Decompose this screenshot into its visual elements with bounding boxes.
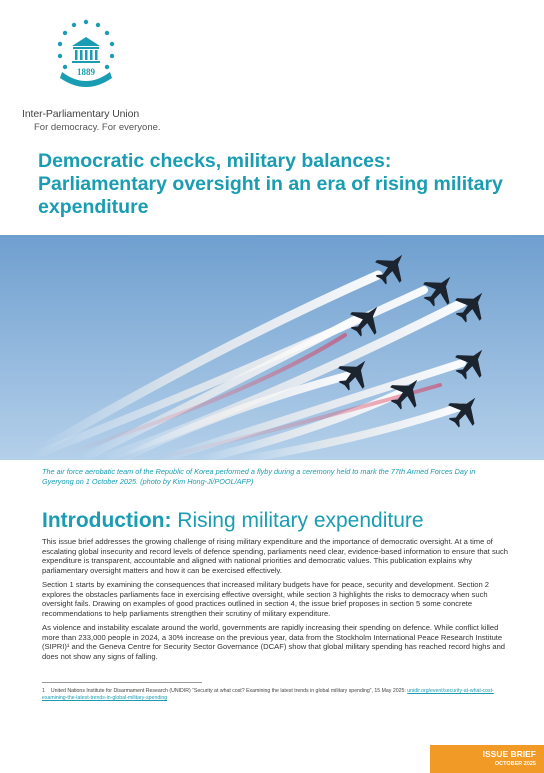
paragraph: This issue brief addresses the growing challenge of rising military expenditure and the importance of democratic oversight. At a time of escalating global insecurity and record levels of defence spending, parliaments need clear, evidence-based information to ensure that such expenditure is transparent, accountable and aligned with national priorities and democratic values. This publication explains why parliamentary oversight matters and how it can be exercised effectively. <box>42 537 509 575</box>
logo-year: 1889 <box>77 67 95 77</box>
org-name: Inter-Parliamentary Union <box>22 108 140 120</box>
introduction-body <box>42 537 510 666</box>
footnote <box>42 688 510 702</box>
footnote-divider <box>42 682 202 683</box>
badge-label: ISSUE BRIEF <box>482 749 536 759</box>
hero-photo <box>0 235 544 460</box>
photo-caption: The air force aerobatic team of the Republic of Korea performed a flyby during a ceremony held to mark the 77th Armed Forces Day in Gyeryong on 1 October 2025. (photo by Kim Hong-Ji/POOL/AFP) <box>42 467 476 486</box>
page-title: Democratic checks, military balances: Parliamentary oversight in an era of rising military expenditure <box>38 150 503 218</box>
footnote-number: 1 <box>42 688 45 694</box>
heading-light: Rising military expenditure <box>171 509 424 532</box>
ipu-emblem-icon <box>46 16 126 96</box>
badge-date: OCTOBER 2025 <box>494 761 536 767</box>
paragraph: Section 1 starts by examining the consequences that increased military budgets have for peace, security and development. Section 2 explores the obstacles parliaments face in exercising effective oversight, while section 3 highlights the risks to democracy when such oversight fails. Drawing on examples of good practices outlined in section 4, the issue brief proposes in section 5 some concrete recommendations to help parliaments strengthen their scrutiny of military expenditure. <box>42 580 490 618</box>
jets-flyby-image <box>0 235 544 460</box>
paragraph: As violence and instability escalate around the world, governments are rapidly increasing their spending on defence. While conflict killed more than 233,000 people in 2024, a 30% increase on the previous year, data from the Stockholm International Peace Research Institute (SIPRI)¹ and the Geneva Centre for Security Sector Governance (DCAF) show that global military spending has reached record highs and does not show any signs of falling. <box>42 623 506 661</box>
issue-brief-badge <box>430 745 544 773</box>
heading-strong: Introduction: <box>42 509 172 532</box>
footnote-link[interactable]: unidir.org/event/security-at-what-cost-examining-the-latest-trends-in-global-military-spending <box>42 688 494 701</box>
section-heading-introduction <box>42 508 424 534</box>
footnote-text: United Nations Institute for Disarmament Research (UNIDIR) “Security at what cost? Examining the latest trends in global military spending”, 15 May 2025: <box>50 688 408 694</box>
org-tagline: For democracy. For everyone. <box>34 122 161 133</box>
